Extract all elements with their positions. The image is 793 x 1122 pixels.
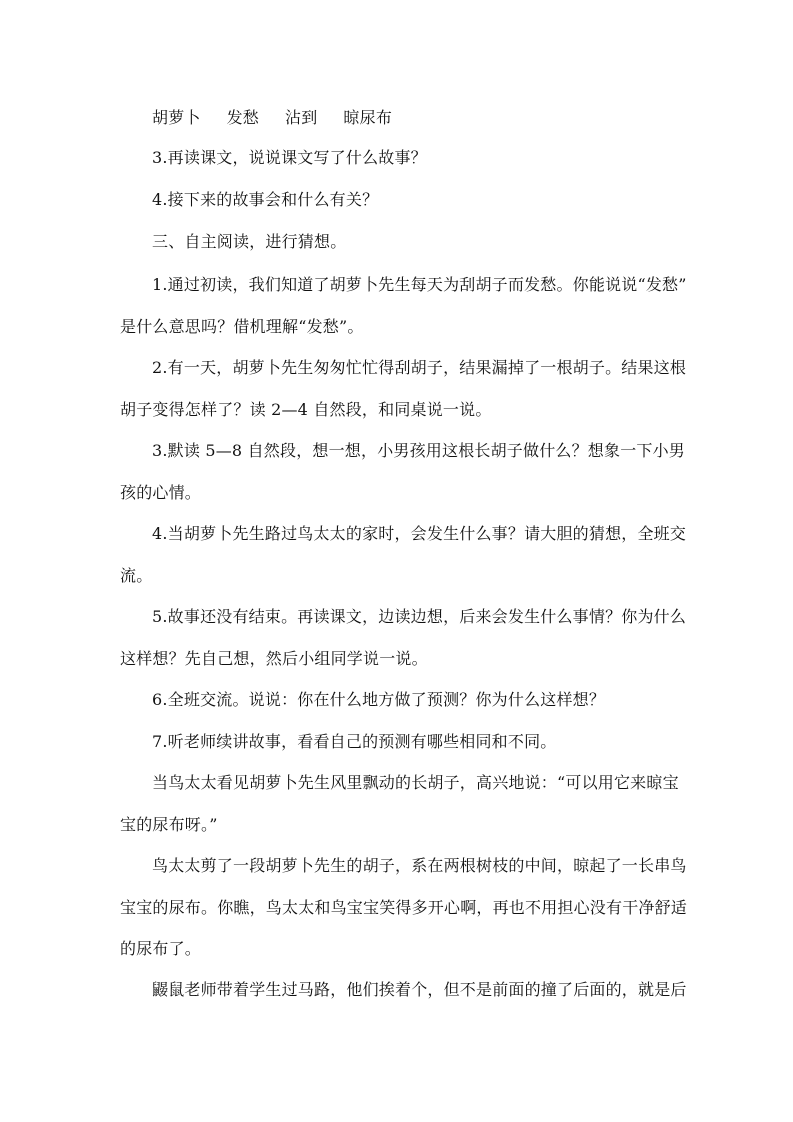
question-4: 4.接下来的故事会和什么有关？	[152, 190, 379, 209]
paragraph-6: 6.全班交流。说说：你在什么地方做了预测？你为什么这样想？	[152, 690, 606, 709]
story-1-line-1: 当鸟太太看见胡萝卜先生风里飘动的长胡子，高兴地说：“可以用它来晾宝	[152, 773, 679, 792]
paragraph-3-line-2: 孩的心情。	[120, 483, 202, 502]
question-3: 3.再读课文，说说课文写了什么故事？	[152, 148, 427, 167]
story-2-line-3: 的尿布了。	[120, 939, 202, 958]
vocab-word-dry-diapers: 晾尿布	[343, 108, 393, 127]
vocab-word-worry: 发愁	[226, 108, 260, 127]
story-2-line-1: 鸟太太剪了一段胡萝卜先生的胡子，系在两根树枝的中间，晾起了一长串鸟	[152, 856, 687, 875]
paragraph-1-line-2: 是什么意思吗？借机理解“发愁”。	[120, 317, 364, 336]
paragraph-5-line-1: 5.故事还没有结束。再读课文，边读边想，后来会发生什么事情？你为什么	[152, 607, 687, 626]
paragraph-4-line-1: 4.当胡萝卜先生路过鸟太太的家时，会发生什么事？请大胆的猜想，全班交	[152, 524, 687, 543]
story-1-line-2: 宝的尿布呀。”	[120, 815, 218, 834]
section-heading: 三、自主阅读，进行猜想。	[152, 232, 347, 251]
paragraph-2-line-2: 胡子变得怎样了？读 2—4 自然段，和同桌说一说。	[120, 400, 492, 419]
paragraph-3-line-1: 3.默读 5—8 自然段，想一想，小男孩用这根长胡子做什么？想象一下小男	[152, 441, 685, 460]
paragraph-2-line-1: 2.有一天，胡萝卜先生匆匆忙忙得刮胡子，结果漏掉了一根胡子。结果这根	[152, 358, 687, 377]
story-2-line-2: 宝宝的尿布。你瞧，鸟太太和鸟宝宝笑得多开心啊，再也不用担心没有干净舒适	[120, 898, 688, 917]
story-3-line-1: 鼹鼠老师带着学生过马路，他们挨着个，但不是前面的撞了后面的，就是后	[152, 980, 687, 999]
vocab-word-carrot: 胡萝卜	[152, 108, 201, 127]
vocabulary-line	[152, 108, 712, 128]
paragraph-5-line-2: 这样想？先自己想，然后小组同学说一说。	[120, 649, 428, 668]
paragraph-4-line-2: 流。	[120, 566, 153, 585]
vocab-word-touch: 沾到	[285, 108, 318, 127]
paragraph-1-line-1: 1.通过初读，我们知道了胡萝卜先生每天为刮胡子而发愁。你能说说“发愁”	[152, 275, 687, 294]
paragraph-7: 7.听老师续讲故事，看看自己的预测有哪些相同和不同。	[152, 732, 557, 751]
